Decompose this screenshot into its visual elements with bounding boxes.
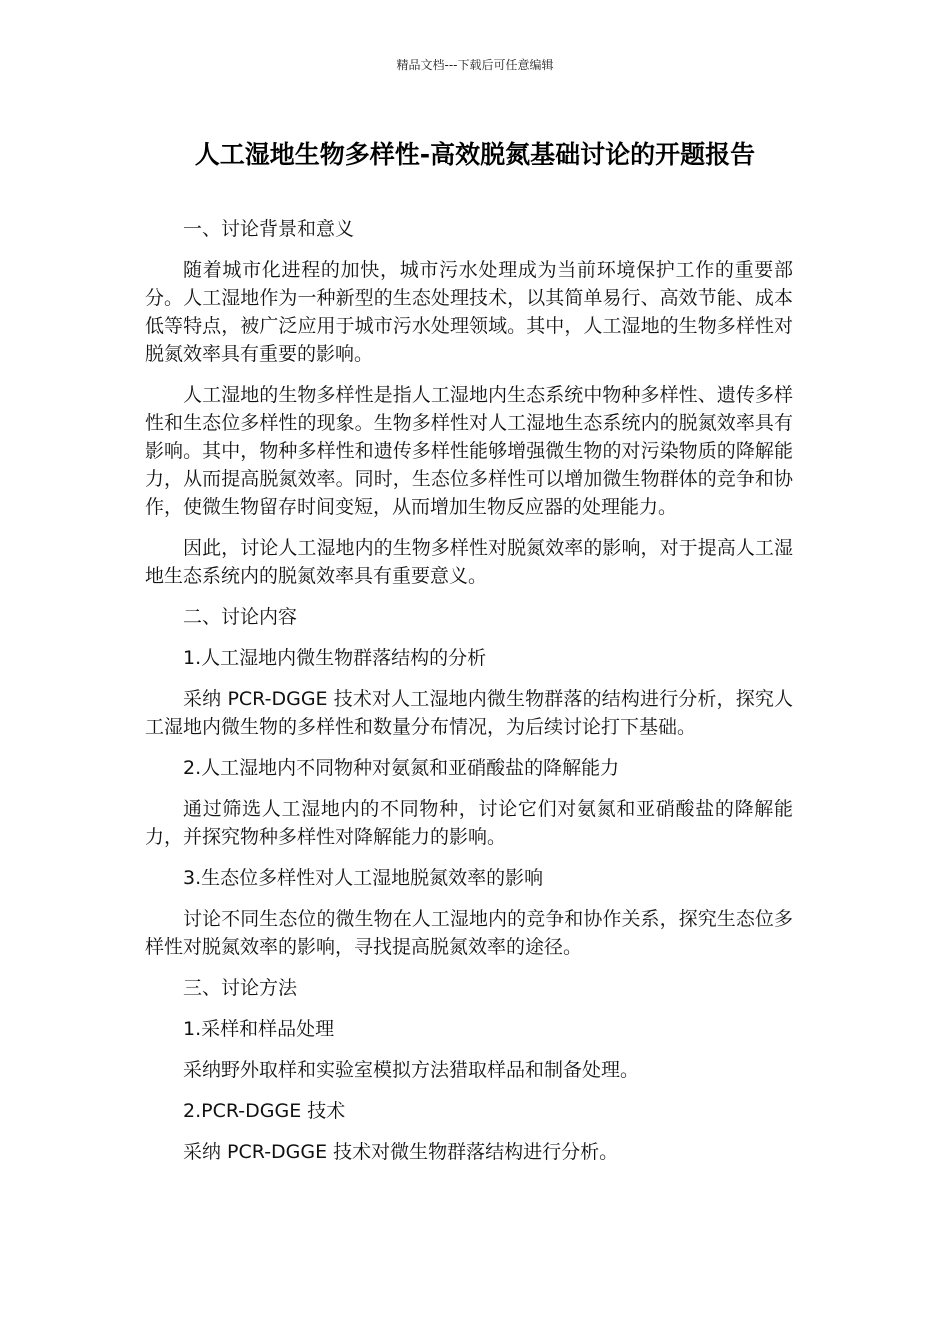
- subheading-content-3: 3.生态位多样性对人工湿地脱氮效率的影响: [183, 867, 544, 889]
- section-heading-content: 二、讨论内容: [183, 606, 298, 628]
- paragraph-methods-2: 采纳 PCR-DGGE 技术对微生物群落结构进行分析。: [183, 1141, 619, 1163]
- subheading-content-1: 1.人工湿地内微生物群落结构的分析: [183, 647, 487, 669]
- paragraph-content-2: 通过筛选人工湿地内的不同物种，讨论它们对氨氮和亚硝酸盐的降解能力，并探究物种多样性对降解能力的影响。: [145, 798, 793, 848]
- paragraph-background-1: 随着城市化进程的加快，城市污水处理成为当前环境保护工作的重要部分。人工湿地作为一种新型的生态处理技术，以其简单易行、高效节能、成本低等特点，被广泛应用于城市污水处理领域。其中，人工湿地的生物多样性对脱氮效率具有重要的影响。: [145, 259, 793, 365]
- page-header: 精品文档---下载后可任意编辑: [396, 58, 554, 72]
- section-heading-background: 一、讨论背景和意义: [183, 218, 355, 240]
- document-title: 人工湿地生物多样性-高效脱氮基础讨论的开题报告: [194, 140, 756, 169]
- subheading-methods-2: 2.PCR-DGGE 技术: [183, 1100, 346, 1122]
- paragraph-content-3: 讨论不同生态位的微生物在人工湿地内的竞争和协作关系，探究生态位多样性对脱氮效率的影响，寻找提高脱氮效率的途径。: [145, 908, 793, 958]
- document-body: [145, 215, 793, 1179]
- paragraph-content-1: 采纳 PCR-DGGE 技术对人工湿地内微生物群落的结构进行分析，探究人工湿地内微生物的多样性和数量分布情况，为后续讨论打下基础。: [145, 688, 793, 738]
- paragraph-background-3: 因此，讨论人工湿地内的生物多样性对脱氮效率的影响，对于提高人工湿地生态系统内的脱氮效率具有重要意义。: [145, 537, 793, 587]
- subheading-methods-1: 1.采样和样品处理: [183, 1018, 335, 1040]
- paragraph-methods-1: 采纳野外取样和实验室模拟方法猎取样品和制备处理。: [183, 1059, 640, 1081]
- subheading-content-2: 2.人工湿地内不同物种对氨氮和亚硝酸盐的降解能力: [183, 757, 620, 779]
- section-heading-methods: 三、讨论方法: [183, 977, 298, 999]
- paragraph-background-2: 人工湿地的生物多样性是指人工湿地内生态系统中物种多样性、遗传多样性和生态位多样性的现象。生物多样性对人工湿地生态系统内的脱氮效率具有影响。其中，物种多样性和遗传多样性能够增强微生物的对污染物质的降解能力，从而提高脱氮效率。同时，生态位多样性可以增加微生物群体的竞争和协作，使微生物留存时间变短，从而增加生物反应器的处理能力。: [145, 384, 793, 518]
